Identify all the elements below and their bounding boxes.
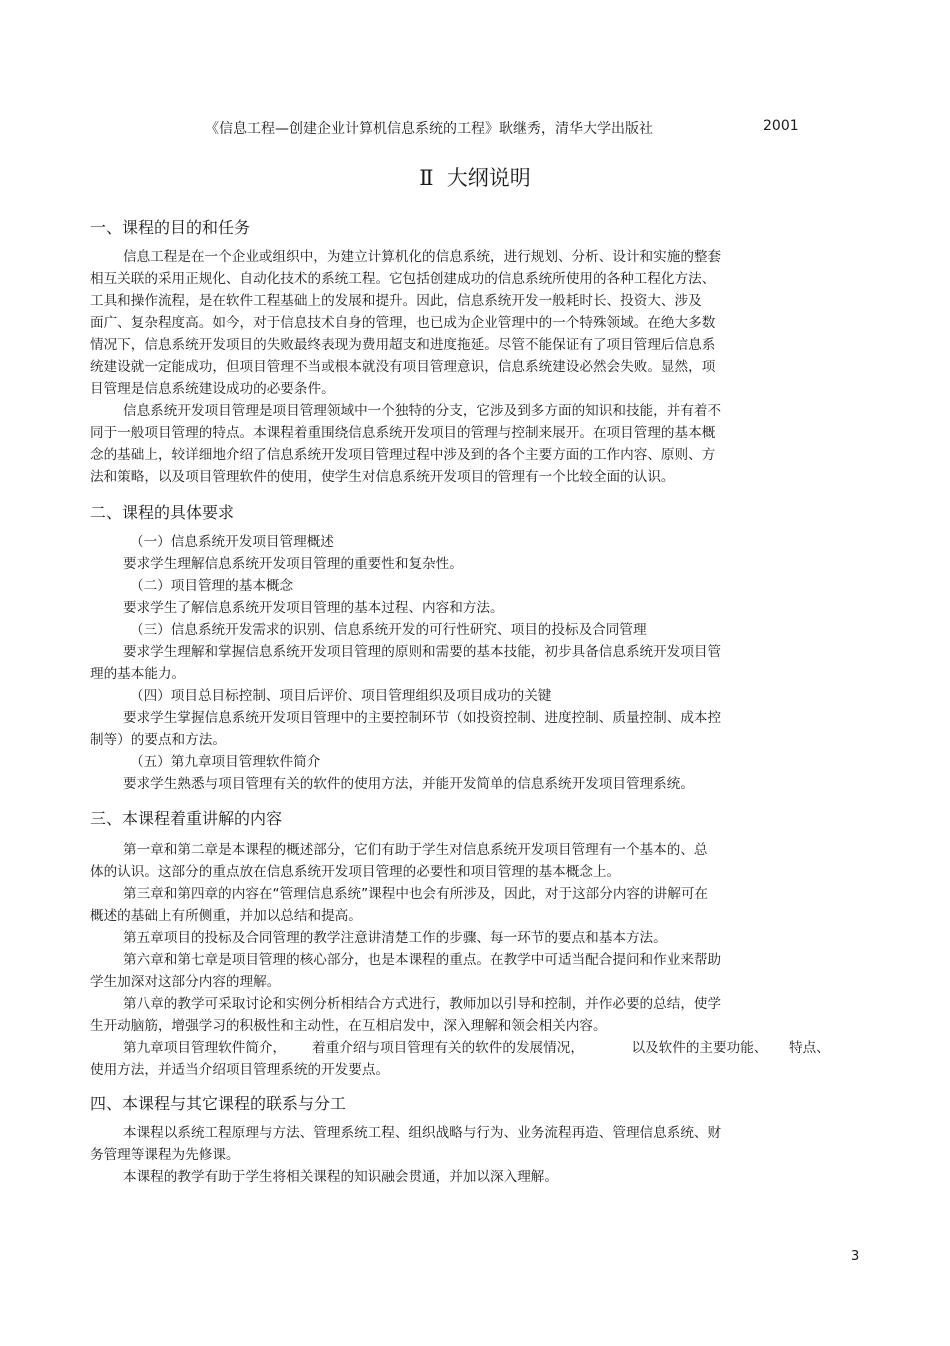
text-line: 工具和操作流程，是在软件工程基础上的发展和提升。因此，信息系统开发一般耗时长、投资大、涉及 (90, 293, 702, 309)
text-line: 目管理是信息系统建设成功的必要条件。 (90, 381, 335, 397)
text-line: 第九章项目管理软件简介， 着重介绍与项目管理有关的软件的发展情况， 以及软件的主要功能、 特点、 (123, 1040, 830, 1056)
section-heading-2: 二、课程的具体要求 (90, 503, 235, 522)
page-title: Ⅱ 大纲说明 (419, 166, 531, 190)
text-line: 本课程的教学有助于学生将相关课程的知识融会贯通，并加以深入理解。 (123, 1169, 558, 1185)
requirement-title: （五）第九章项目管理软件简介 (130, 754, 321, 770)
text-line: 理的基本能力。 (90, 666, 186, 682)
requirement-title: （一）信息系统开发项目管理概述 (130, 534, 334, 550)
section-heading-1: 一、课程的目的和任务 (90, 218, 251, 237)
section-heading-4: 四、本课程与其它课程的联系与分工 (90, 1094, 347, 1113)
text-line: 务管理等课程为先修课。 (90, 1147, 240, 1163)
text-line: 本课程以系统工程原理与方法、管理系统工程、组织战略与行为、业务流程再造、管理信息系统、财 (123, 1125, 722, 1141)
text-line: 法和策略，以及项目管理软件的使用，使学生对信息系统开发项目的管理有一个比较全面的认识。 (90, 469, 675, 485)
text-line: 第三章和第四章的内容在“管理信息系统”课程中也会有所涉及，因此，对于这部分内容的讲解可在 (123, 886, 709, 902)
text-line: 念的基础上，较详细地介绍了信息系统开发项目管理过程中涉及到的各个主要方面的工作内容、原则、方 (90, 447, 716, 463)
text-line: 要求学生理解信息系统开发项目管理的重要性和复杂性。 (123, 556, 463, 572)
text-line: 生开动脑筋，增强学习的积极性和主动性，在互相启发中，深入理解和领会相关内容。 (90, 1018, 607, 1034)
requirement-title: （四）项目总目标控制、项目后评价、项目管理组织及项目成功的关键 (130, 688, 552, 704)
text-line: 相互关联的采用正规化、自动化技术的系统工程。它包括创建成功的信息系统所使用的各种工程化方法、 (90, 271, 716, 287)
section-4-content (90, 1122, 790, 1188)
text-line: 面广、复杂程度高。如今，对于信息技术自身的管理，也已成为企业管理中的一个特殊领域。在绝大多数 (90, 315, 716, 331)
text-line: 体的认识。这部分的重点放在信息系统开发项目管理的必要性和项目管理的基本概念上。 (90, 864, 621, 880)
text-line: 使用方法，并适当介绍项目管理系统的开发要点。 (90, 1062, 390, 1078)
text-line: 信息系统开发项目管理是项目管理领域中一个独特的分支，它涉及到多方面的知识和技能，并有着不 (123, 403, 722, 419)
text-line: 信息工程是在一个企业或组织中，为建立计算机化的信息系统，进行规划、分析、设计和实施的整套 (123, 249, 722, 265)
reference-year: 2001 (763, 118, 799, 134)
text-line: 学生加深对这部分内容的理解。 (90, 974, 281, 990)
text-line: 第六章和第七章是项目管理的核心部分，也是本课程的重点。在教学中可适当配合提问和作业来帮助 (123, 952, 722, 968)
text-line: 概述的基础上有所侧重，并加以总结和提高。 (90, 908, 362, 924)
page-number: 3 (851, 1249, 860, 1264)
section-3-content (90, 839, 870, 1081)
text-line: 要求学生掌握信息系统开发项目管理中的主要控制环节（如投资控制、进度控制、质量控制、成本控 (123, 710, 722, 726)
section-2-requirements (90, 531, 790, 795)
text-line: 要求学生了解信息系统开发项目管理的基本过程、内容和方法。 (123, 600, 504, 616)
text-line: 同于一般项目管理的特点。本课程着重围绕信息系统开发项目的管理与控制来展开。在项目管理的基本概 (90, 425, 716, 441)
requirement-title: （三）信息系统开发需求的识别、信息系统开发的可行性研究、项目的投标及合同管理 (130, 622, 647, 638)
requirement-title: （二）项目管理的基本概念 (130, 578, 294, 594)
text-line: 第五章项目的投标及合同管理的教学注意讲清楚工作的步骤、每一环节的要点和基本方法。 (123, 930, 667, 946)
text-line: 制等）的要点和方法。 (90, 732, 226, 748)
section-1-paragraph-1 (90, 246, 790, 488)
text-line: 第八章的教学可采取讨论和实例分析相结合方式进行，教师加以引导和控制，并作必要的总结，使学 (123, 996, 722, 1012)
reference-entry: 《信息工程—创建企业计算机信息系统的工程》耿继秀，清华大学出版社 (205, 121, 653, 137)
section-heading-3: 三、本课程着重讲解的内容 (90, 809, 283, 828)
text-line: 要求学生熟悉与项目管理有关的软件的使用方法，并能开发简单的信息系统开发项目管理系统。 (123, 776, 694, 792)
text-line: 要求学生理解和掌握信息系统开发项目管理的原则和需要的基本技能，初步具备信息系统开发项目管 (123, 644, 722, 660)
text-line: 情况下，信息系统开发项目的失败最终表现为费用超支和进度拖延。尽管不能保证有了项目管理后信息系 (90, 337, 716, 353)
text-line: 第一章和第二章是本课程的概述部分，它们有助于学生对信息系统开发项目管理有一个基本的、总 (123, 842, 708, 858)
text-line: 统建设就一定能成功，但项目管理不当或根本就没有项目管理意识，信息系统建设必然会失败。显然，项 (90, 359, 716, 375)
